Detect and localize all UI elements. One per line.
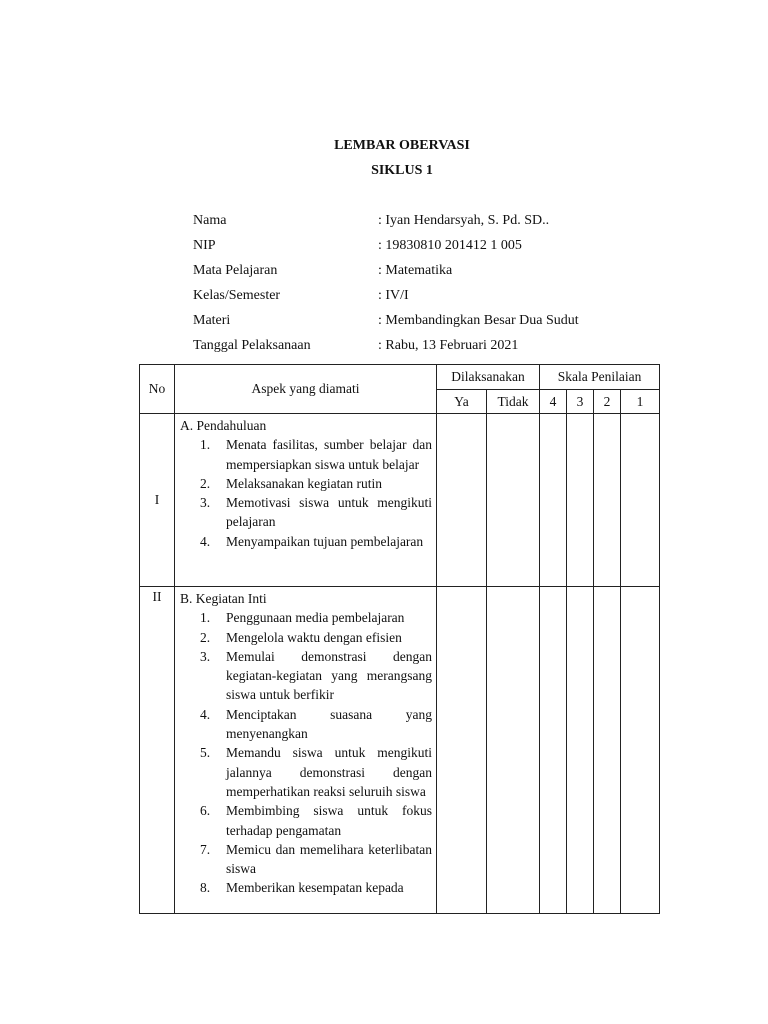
info-label: Kelas/Semester: [193, 288, 281, 303]
item-text: Melaksanakan kegiatan rutin: [226, 475, 382, 491]
header-scale-3: 3: [567, 390, 594, 414]
observation-table: [139, 364, 660, 914]
item-number: 3.: [200, 495, 211, 511]
document-subtitle: SIKLUS 1: [371, 163, 433, 178]
item-number: 1.: [200, 610, 211, 626]
table-row-section-1: [140, 414, 660, 587]
item-number: 2.: [200, 629, 211, 645]
item-number: 4.: [200, 706, 211, 722]
section-aspek: [175, 587, 437, 914]
list-item: [180, 493, 432, 532]
cell-scale-3: [567, 414, 594, 587]
item-text: Penggunaan media pembelajaran: [226, 610, 405, 626]
document-title: LEMBAR OBERVASI: [334, 138, 470, 153]
item-number: 5.: [200, 745, 211, 761]
info-row-nama: [193, 213, 653, 233]
info-value: : Iyan Hendarsyah, S. Pd. SD..: [378, 213, 550, 228]
item-text: Membimbing siswa untuk fokus terhadap pengamatan: [226, 803, 432, 838]
info-label: NIP: [193, 238, 216, 253]
list-item: [180, 435, 432, 474]
item-text: Memicu dan memelihara keterlibatan siswa: [226, 841, 432, 877]
cell-scale-4: [540, 587, 567, 914]
section-title: B. Kegiatan Inti: [180, 591, 267, 606]
list-item: [180, 608, 432, 627]
cell-ya: [437, 587, 487, 914]
info-row-mata-pelajaran: [193, 263, 653, 283]
item-number: 4.: [200, 533, 211, 549]
cell-ya: [437, 414, 487, 587]
table-row-section-2: [140, 587, 660, 914]
info-row-nip: [193, 238, 653, 258]
list-item: [180, 628, 432, 647]
info-value: : Matematika: [378, 263, 453, 278]
list-item: [180, 878, 432, 897]
cell-scale-1: [621, 587, 660, 914]
cell-scale-4: [540, 414, 567, 587]
list-item: [180, 532, 432, 551]
list-item: [180, 474, 432, 493]
item-number: 3.: [200, 648, 211, 664]
info-label: Materi: [193, 313, 231, 328]
cell-tidak: [487, 587, 540, 914]
info-label: Nama: [193, 213, 227, 228]
cell-scale-2: [594, 587, 621, 914]
info-row-materi: [193, 313, 653, 333]
item-text: Memotivasi siswa untuk mengikuti pelajaran: [226, 495, 432, 530]
list-item: [180, 705, 432, 744]
cell-tidak: [487, 414, 540, 587]
item-number: 7.: [200, 841, 211, 857]
header-ya: Ya: [437, 390, 487, 414]
section-number: II: [140, 587, 175, 914]
table-header-row: [140, 365, 660, 390]
info-value: : Membandingkan Besar Dua Sudut: [378, 313, 579, 328]
info-label: Tanggal Pelaksanaan: [193, 338, 311, 353]
header-aspek: Aspek yang diamati: [175, 365, 437, 414]
item-text: Menyampaikan tujuan pembelajaran: [226, 533, 424, 549]
header-skala-penilaian: Skala Penilaian: [540, 365, 660, 390]
cell-scale-3: [567, 587, 594, 914]
section-aspek: [175, 414, 437, 587]
list-item: [180, 743, 432, 801]
item-text: Memulai demonstrasi dengan kegiatan-kegiatan yang merangsang siswa untuk berfikir: [226, 648, 432, 703]
header-scale-1: 1: [621, 390, 660, 414]
item-number: 1.: [200, 437, 211, 453]
item-text: Memandu siswa untuk mengikuti jalannya demonstrasi dengan memperhatikan reaksi seluruih siswa: [226, 745, 432, 799]
list-item: [180, 647, 432, 705]
section-item-list: [180, 608, 432, 897]
section-number: I: [140, 414, 175, 587]
item-number: 6.: [200, 803, 211, 819]
list-item: [180, 840, 432, 879]
item-text: Menciptakan suasana yang menyenangkan: [226, 706, 432, 742]
info-label: Mata Pelajaran: [193, 263, 278, 278]
info-value: : IV/I: [378, 288, 409, 303]
header-scale-2: 2: [594, 390, 621, 414]
header-no: No: [140, 365, 175, 414]
header-scale-4: 4: [540, 390, 567, 414]
header-dilaksanakan: Dilaksanakan: [437, 365, 540, 390]
item-text: Mengelola waktu dengan efisien: [226, 629, 402, 645]
item-text: Memberikan kesempatan kepada: [226, 880, 404, 896]
info-value: : 19830810 201412 1 005: [378, 238, 522, 253]
info-value: : Rabu, 13 Februari 2021: [378, 338, 519, 353]
section-title: A. Pendahuluan: [180, 418, 267, 433]
info-row-kelas-semester: [193, 288, 653, 308]
item-number: 2.: [200, 475, 211, 491]
cell-scale-2: [594, 414, 621, 587]
item-text: Menata fasilitas, sumber belajar dan mempersiapkan siswa untuk belajar: [226, 437, 432, 472]
info-row-tanggal: [193, 338, 653, 358]
cell-scale-1: [621, 414, 660, 587]
item-number: 8.: [200, 880, 211, 896]
list-item: [180, 801, 432, 840]
header-tidak: Tidak: [487, 390, 540, 414]
section-item-list: [180, 435, 432, 551]
